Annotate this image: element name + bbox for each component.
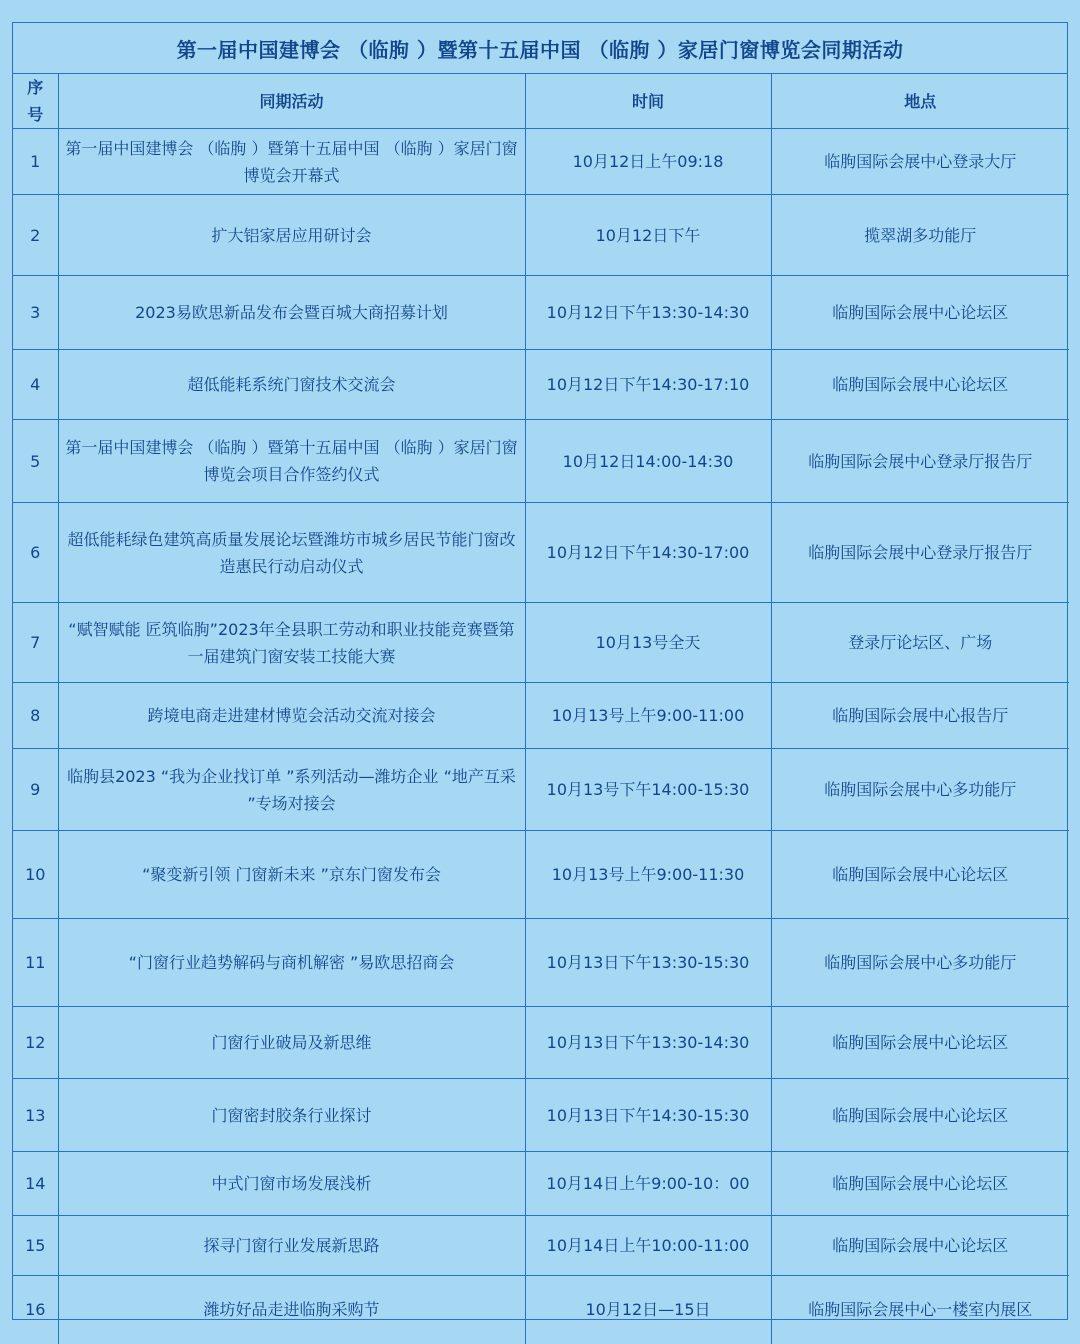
row-time: 10月12日下午14:30-17:10 bbox=[525, 350, 771, 420]
row-no: 14 bbox=[13, 1152, 58, 1216]
row-time: 10月13日下午13:30-15:30 bbox=[525, 919, 771, 1007]
row-time: 10月12日上午09:18 bbox=[525, 129, 771, 195]
table-row bbox=[13, 129, 1069, 195]
schedule-table bbox=[13, 74, 1069, 1344]
row-activity: 第一届中国建博会 （临朐 ）暨第十五届中国 （临朐 ）家居门窗博览会开幕式 bbox=[58, 129, 525, 195]
row-place: 临朐国际会展中心多功能厅 bbox=[771, 919, 1069, 1007]
row-activity: 潍坊好品走进临朐采购节 bbox=[58, 1276, 525, 1344]
row-no: 12 bbox=[13, 1007, 58, 1079]
row-place: 临朐国际会展中心论坛区 bbox=[771, 1007, 1069, 1079]
row-time: 10月13号下午14:00-15:30 bbox=[525, 749, 771, 831]
row-place: 揽翠湖多功能厅 bbox=[771, 195, 1069, 276]
row-place: 临朐国际会展中心论坛区 bbox=[771, 1079, 1069, 1152]
page-title: 第一届中国建博会 （临朐 ）暨第十五届中国 （临朐 ）家居门窗博览会同期活动 bbox=[13, 23, 1067, 74]
row-activity: 临朐县2023 “我为企业找订单 ”系列活动—潍坊企业 “地产互采 ”专场对接会 bbox=[58, 749, 525, 831]
table-row bbox=[13, 503, 1069, 603]
row-place: 临朐国际会展中心多功能厅 bbox=[771, 749, 1069, 831]
row-no: 1 bbox=[13, 129, 58, 195]
row-activity: “门窗行业趋势解码与商机解密 ”易欧思招商会 bbox=[58, 919, 525, 1007]
row-no: 3 bbox=[13, 276, 58, 350]
row-place: 临朐国际会展中心论坛区 bbox=[771, 276, 1069, 350]
row-place: 临朐国际会展中心登录厅报告厅 bbox=[771, 503, 1069, 603]
row-activity: 探寻门窗行业发展新思路 bbox=[58, 1216, 525, 1276]
row-no: 7 bbox=[13, 603, 58, 683]
row-activity: “赋智赋能 匠筑临朐”2023年全县职工劳动和职业技能竞赛暨第一届建筑门窗安装工技能大赛 bbox=[58, 603, 525, 683]
table-row bbox=[13, 831, 1069, 919]
header-no: 序号 bbox=[13, 74, 58, 129]
table-row bbox=[13, 195, 1069, 276]
row-time: 10月13号上午9:00-11:30 bbox=[525, 831, 771, 919]
table-row bbox=[13, 276, 1069, 350]
row-time: 10月12日下午 bbox=[525, 195, 771, 276]
row-time: 10月13日下午13:30-14:30 bbox=[525, 1007, 771, 1079]
row-activity: 2023易欧思新品发布会暨百城大商招募计划 bbox=[58, 276, 525, 350]
header-activity: 同期活动 bbox=[58, 74, 525, 129]
row-place: 临朐国际会展中心登录厅报告厅 bbox=[771, 420, 1069, 503]
row-time: 10月13日下午14:30-15:30 bbox=[525, 1079, 771, 1152]
row-time: 10月14日上午10:00-11:00 bbox=[525, 1216, 771, 1276]
row-time: 10月12日下午14:30-17:00 bbox=[525, 503, 771, 603]
row-no: 6 bbox=[13, 503, 58, 603]
row-no: 8 bbox=[13, 683, 58, 749]
table-row bbox=[13, 683, 1069, 749]
row-no: 13 bbox=[13, 1079, 58, 1152]
row-activity: 中式门窗市场发展浅析 bbox=[58, 1152, 525, 1216]
row-time: 10月14日上午9:00-10：00 bbox=[525, 1152, 771, 1216]
row-place: 登录厅论坛区、广场 bbox=[771, 603, 1069, 683]
row-no: 10 bbox=[13, 831, 58, 919]
row-time: 10月12日14:00-14:30 bbox=[525, 420, 771, 503]
table-row bbox=[13, 1007, 1069, 1079]
row-activity: 超低能耗系统门窗技术交流会 bbox=[58, 350, 525, 420]
row-activity: “聚变新引领 门窗新未来 ”京东门窗发布会 bbox=[58, 831, 525, 919]
row-time: 10月13号上午9:00-11:00 bbox=[525, 683, 771, 749]
row-place: 临朐国际会展中心论坛区 bbox=[771, 350, 1069, 420]
table-row bbox=[13, 1216, 1069, 1276]
table-row bbox=[13, 919, 1069, 1007]
table-row bbox=[13, 1276, 1069, 1344]
header-row bbox=[13, 74, 1069, 129]
row-time: 10月12日下午13:30-14:30 bbox=[525, 276, 771, 350]
table-row bbox=[13, 350, 1069, 420]
table-row bbox=[13, 1152, 1069, 1216]
row-no: 16 bbox=[13, 1276, 58, 1344]
row-place: 临朐国际会展中心一楼室内展区 bbox=[771, 1276, 1069, 1344]
row-place: 临朐国际会展中心论坛区 bbox=[771, 831, 1069, 919]
row-activity: 第一届中国建博会 （临朐 ）暨第十五届中国 （临朐 ）家居门窗博览会项目合作签约仪式 bbox=[58, 420, 525, 503]
row-no: 15 bbox=[13, 1216, 58, 1276]
row-no: 11 bbox=[13, 919, 58, 1007]
schedule-sheet bbox=[12, 22, 1068, 1320]
row-activity: 门窗行业破局及新思维 bbox=[58, 1007, 525, 1079]
row-place: 临朐国际会展中心报告厅 bbox=[771, 683, 1069, 749]
row-place: 临朐国际会展中心论坛区 bbox=[771, 1152, 1069, 1216]
row-time: 10月12日—15日 bbox=[525, 1276, 771, 1344]
row-activity: 门窗密封胶条行业探讨 bbox=[58, 1079, 525, 1152]
row-no: 5 bbox=[13, 420, 58, 503]
row-activity: 跨境电商走进建材博览会活动交流对接会 bbox=[58, 683, 525, 749]
table-row bbox=[13, 420, 1069, 503]
table-row bbox=[13, 1079, 1069, 1152]
table-row bbox=[13, 749, 1069, 831]
row-no: 9 bbox=[13, 749, 58, 831]
row-no: 4 bbox=[13, 350, 58, 420]
header-time: 时间 bbox=[525, 74, 771, 129]
row-place: 临朐国际会展中心登录大厅 bbox=[771, 129, 1069, 195]
row-no: 2 bbox=[13, 195, 58, 276]
row-activity: 扩大铝家居应用研讨会 bbox=[58, 195, 525, 276]
row-place: 临朐国际会展中心论坛区 bbox=[771, 1216, 1069, 1276]
header-place: 地点 bbox=[771, 74, 1069, 129]
row-time: 10月13号全天 bbox=[525, 603, 771, 683]
row-activity: 超低能耗绿色建筑高质量发展论坛暨潍坊市城乡居民节能门窗改造惠民行动启动仪式 bbox=[58, 503, 525, 603]
table-row bbox=[13, 603, 1069, 683]
